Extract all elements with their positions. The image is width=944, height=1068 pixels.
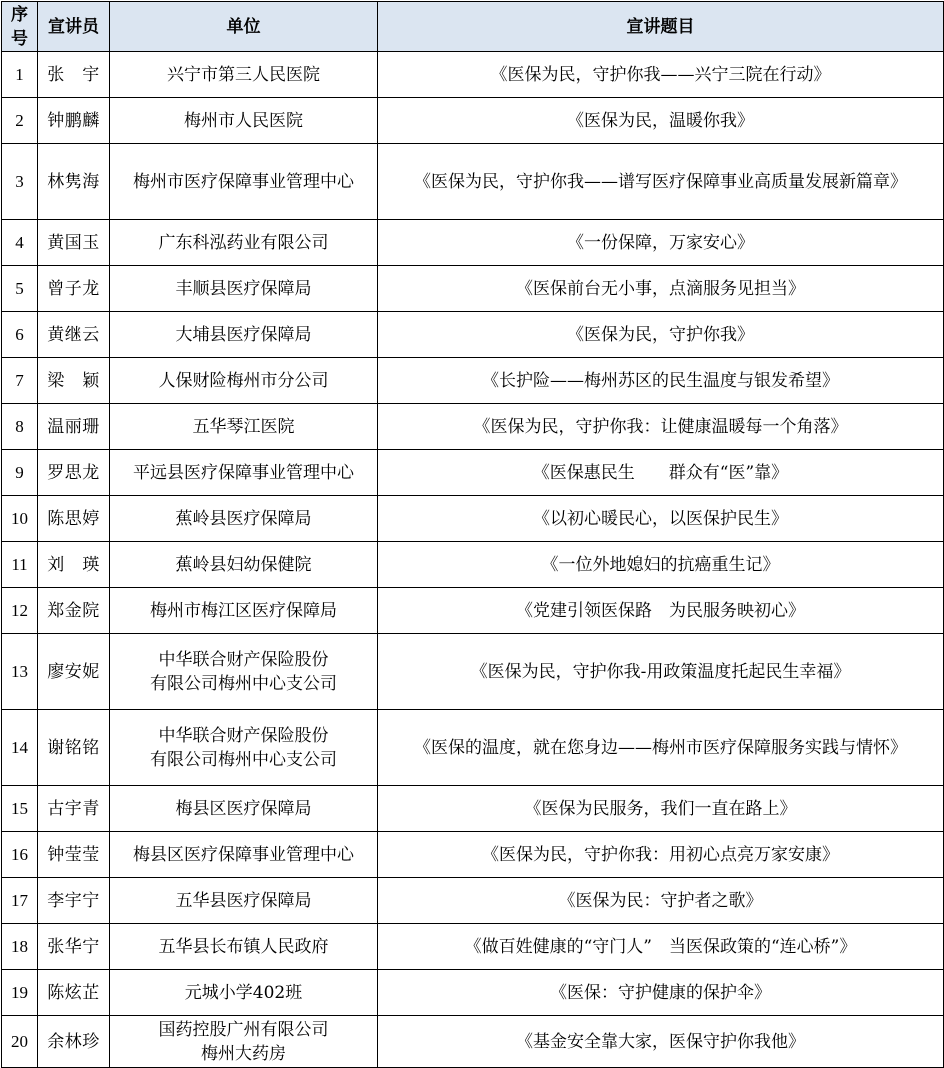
speaker-name: 温丽珊	[38, 404, 110, 450]
speaker-name: 陈炫芷	[38, 970, 110, 1016]
unit-line: 中华联合财产保险股份	[158, 649, 329, 670]
unit-cell	[110, 1016, 378, 1068]
header-row	[2, 2, 944, 52]
speaker-name: 郑金院	[38, 588, 110, 634]
unit-cell	[110, 144, 378, 220]
row-number: 6	[2, 312, 38, 358]
row-number: 13	[2, 634, 38, 710]
topic-title: 《医保为民服务，我们一直在路上》	[378, 786, 944, 832]
topic-title: 《以初心暖民心，以医保护民生》	[378, 496, 944, 542]
row-number: 18	[2, 924, 38, 970]
table-row	[2, 144, 944, 220]
unit-line: 蕉岭县医疗保障局	[175, 508, 312, 529]
row-number: 5	[2, 266, 38, 312]
table-row	[2, 358, 944, 404]
row-number: 10	[2, 496, 38, 542]
unit-cell	[110, 312, 378, 358]
unit-cell	[110, 970, 378, 1016]
topic-title: 《党建引领医保路 为民服务映初心》	[378, 588, 944, 634]
unit-line: 五华县医疗保障局	[175, 890, 312, 911]
row-number: 9	[2, 450, 38, 496]
speaker-name: 黄国玉	[38, 220, 110, 266]
table-row	[2, 404, 944, 450]
unit-cell	[110, 786, 378, 832]
table-row	[2, 786, 944, 832]
unit-line: 元城小学402班	[184, 982, 303, 1003]
topic-title: 《长护险——梅州苏区的民生温度与银发希望》	[378, 358, 944, 404]
topic-title: 《一份保障，万家安心》	[378, 220, 944, 266]
header-speaker: 宣讲员	[38, 2, 110, 52]
header-unit: 单位	[110, 2, 378, 52]
speaker-name: 古宇青	[38, 786, 110, 832]
table-row	[2, 496, 944, 542]
unit-line: 梅县区医疗保障事业管理中心	[133, 844, 354, 865]
table-row	[2, 450, 944, 496]
unit-line: 有限公司梅州中心支公司	[150, 673, 337, 694]
topic-title: 《医保：守护健康的保护伞》	[378, 970, 944, 1016]
unit-line: 蕉岭县妇幼保健院	[175, 554, 312, 575]
speaker-name: 梁 颖	[38, 358, 110, 404]
topic-title: 《一位外地媳妇的抗癌重生记》	[378, 542, 944, 588]
header-topic: 宣讲题目	[378, 2, 944, 52]
row-number: 19	[2, 970, 38, 1016]
speaker-name: 谢铭铭	[38, 710, 110, 786]
table-row	[2, 588, 944, 634]
table-row	[2, 542, 944, 588]
topic-title: 《医保为民，守护你我》	[378, 312, 944, 358]
unit-line: 广东科泓药业有限公司	[158, 232, 329, 253]
unit-line: 五华县长布镇人民政府	[158, 936, 329, 957]
topic-title: 《医保为民：守护者之歌》	[378, 878, 944, 924]
unit-line: 平远县医疗保障事业管理中心	[133, 462, 354, 483]
unit-line: 丰顺县医疗保障局	[175, 278, 312, 299]
unit-cell	[110, 404, 378, 450]
unit-cell	[110, 832, 378, 878]
unit-cell	[110, 924, 378, 970]
speaker-name: 张 宇	[38, 52, 110, 98]
topic-title: 《基金安全靠大家，医保守护你我他》	[378, 1016, 944, 1068]
speaker-name: 李宇宁	[38, 878, 110, 924]
table-row	[2, 924, 944, 970]
table-row	[2, 710, 944, 786]
topic-title: 《医保为民，守护你我——谱写医疗保障事业高质量发展新篇章》	[378, 144, 944, 220]
header-no: 序 号	[2, 2, 38, 52]
row-number: 3	[2, 144, 38, 220]
speaker-name: 林隽海	[38, 144, 110, 220]
unit-cell	[110, 878, 378, 924]
table-row	[2, 52, 944, 98]
table-row	[2, 832, 944, 878]
unit-line: 梅州市医疗保障事业管理中心	[133, 171, 354, 192]
row-number: 17	[2, 878, 38, 924]
row-number: 16	[2, 832, 38, 878]
row-number: 14	[2, 710, 38, 786]
unit-cell	[110, 98, 378, 144]
unit-line: 五华琴江医院	[192, 416, 295, 437]
unit-line: 梅州大药房	[201, 1043, 286, 1064]
speaker-name: 黄继云	[38, 312, 110, 358]
unit-cell	[110, 496, 378, 542]
unit-line: 梅州市梅江区医疗保障局	[150, 600, 337, 621]
speaker-name: 廖安妮	[38, 634, 110, 710]
topic-title: 《医保惠民生 群众有“医”靠》	[378, 450, 944, 496]
table-body	[2, 52, 944, 1068]
table-row	[2, 1016, 944, 1068]
unit-cell	[110, 588, 378, 634]
speaker-roster-table	[1, 1, 944, 1068]
table-row	[2, 312, 944, 358]
unit-cell	[110, 52, 378, 98]
unit-cell	[110, 220, 378, 266]
speaker-name: 曾子龙	[38, 266, 110, 312]
unit-line: 梅县区医疗保障局	[175, 798, 312, 819]
unit-cell	[110, 450, 378, 496]
table-row	[2, 634, 944, 710]
row-number: 7	[2, 358, 38, 404]
topic-title: 《医保为民，守护你我：让健康温暖每一个角落》	[378, 404, 944, 450]
unit-cell	[110, 358, 378, 404]
row-number: 1	[2, 52, 38, 98]
unit-line: 国药控股广州有限公司	[158, 1019, 329, 1040]
unit-line: 梅州市人民医院	[184, 110, 303, 131]
topic-title: 《医保为民，守护你我-用政策温度托起民生幸福》	[378, 634, 944, 710]
speaker-name: 刘 瑛	[38, 542, 110, 588]
unit-cell	[110, 634, 378, 710]
table-row	[2, 878, 944, 924]
table-row	[2, 98, 944, 144]
row-number: 4	[2, 220, 38, 266]
row-number: 12	[2, 588, 38, 634]
speaker-name: 张华宁	[38, 924, 110, 970]
speaker-name: 钟莹莹	[38, 832, 110, 878]
speaker-name: 钟鹏麟	[38, 98, 110, 144]
unit-cell	[110, 266, 378, 312]
unit-cell	[110, 542, 378, 588]
row-number: 20	[2, 1016, 38, 1068]
row-number: 11	[2, 542, 38, 588]
topic-title: 《医保为民，守护你我——兴宁三院在行动》	[378, 52, 944, 98]
topic-title: 《医保前台无小事，点滴服务见担当》	[378, 266, 944, 312]
unit-line: 兴宁市第三人民医院	[167, 64, 320, 85]
row-number: 15	[2, 786, 38, 832]
unit-line: 有限公司梅州中心支公司	[150, 749, 337, 770]
speaker-name: 罗思龙	[38, 450, 110, 496]
topic-title: 《医保为民，守护你我：用初心点亮万家安康》	[378, 832, 944, 878]
unit-line: 人保财险梅州市分公司	[158, 370, 329, 391]
speaker-name: 余林珍	[38, 1016, 110, 1068]
topic-title: 《做百姓健康的“守门人” 当医保政策的“连心桥”》	[378, 924, 944, 970]
unit-line: 大埔县医疗保障局	[175, 324, 312, 345]
topic-title: 《医保为民，温暖你我》	[378, 98, 944, 144]
unit-cell	[110, 710, 378, 786]
row-number: 2	[2, 98, 38, 144]
topic-title: 《医保的温度，就在您身边——梅州市医疗保障服务实践与情怀》	[378, 710, 944, 786]
row-number: 8	[2, 404, 38, 450]
speaker-name: 陈思婷	[38, 496, 110, 542]
table-row	[2, 970, 944, 1016]
table-row	[2, 266, 944, 312]
table-row	[2, 220, 944, 266]
unit-line: 中华联合财产保险股份	[158, 725, 329, 746]
